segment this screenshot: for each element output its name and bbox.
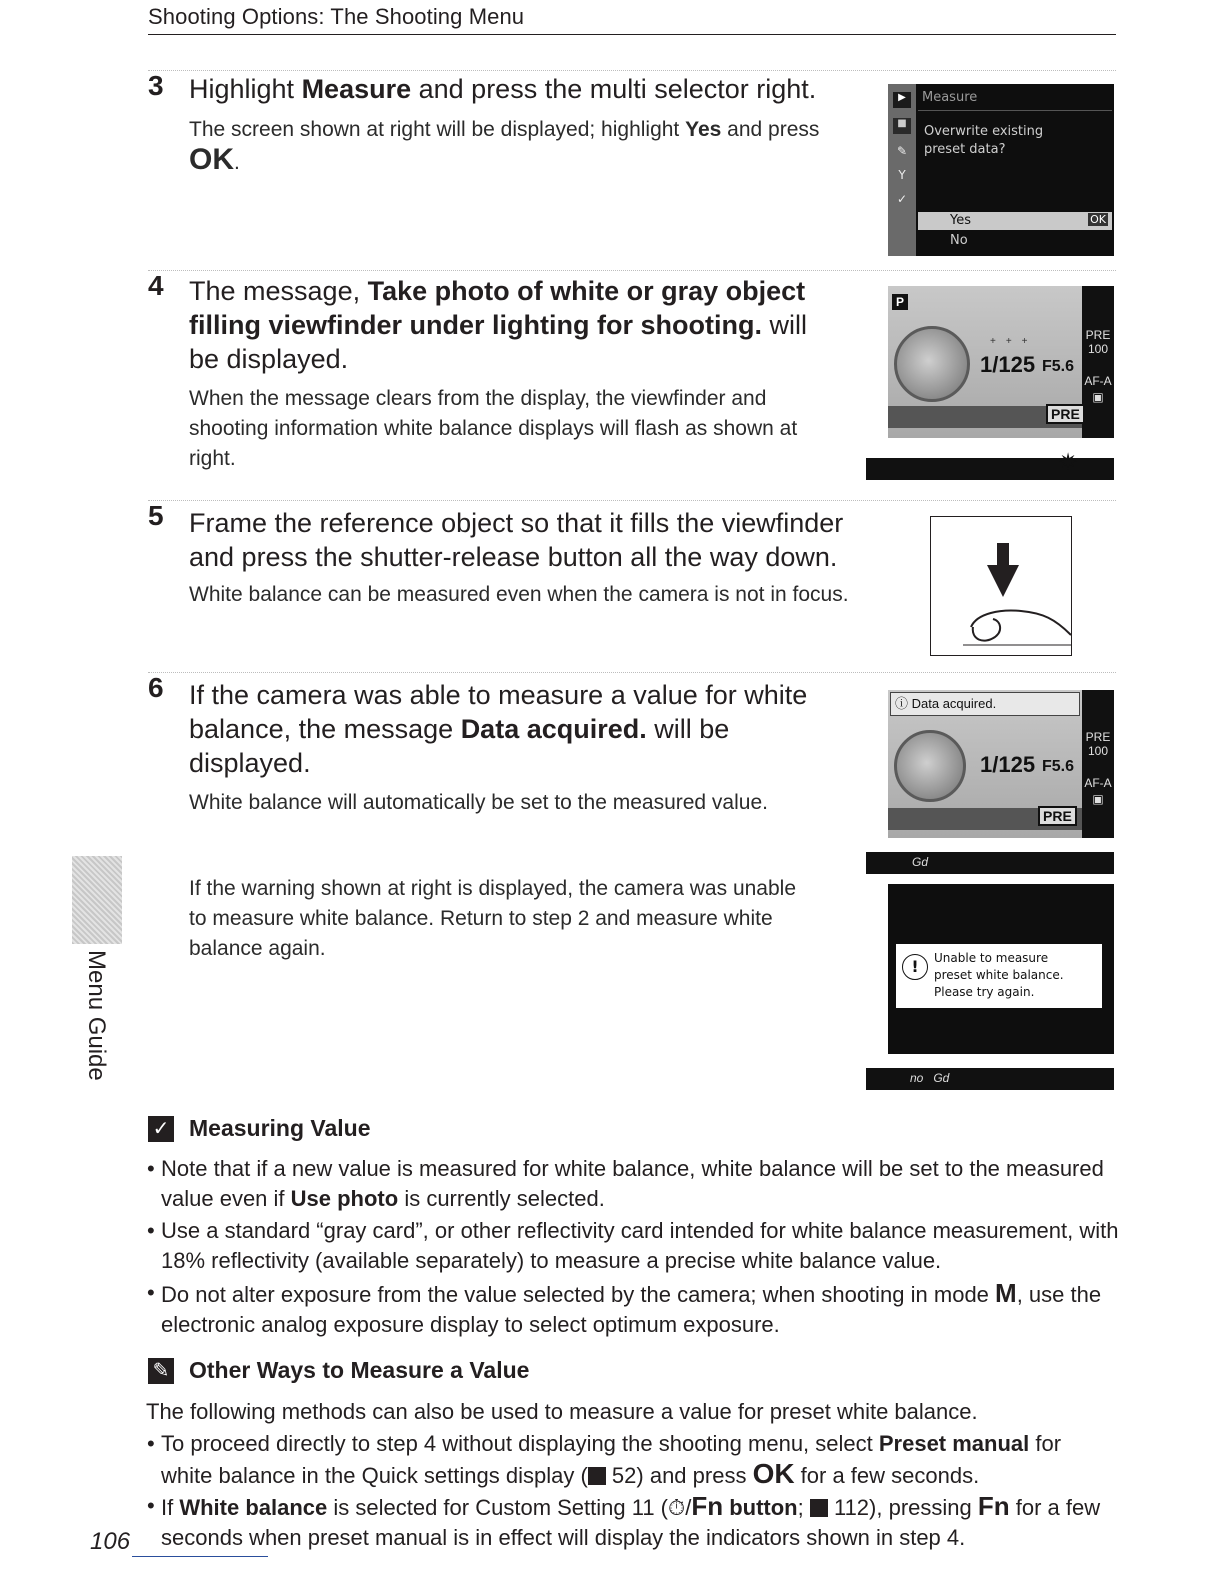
menu-icon-column	[888, 84, 916, 256]
iso-value: 100	[1087, 744, 1109, 758]
menu-guide-label: Menu Guide	[83, 950, 110, 1081]
menu-question-line2: preset data?	[924, 142, 1006, 157]
aperture-value: F5.6	[1042, 758, 1075, 775]
page-number-rule	[132, 1556, 268, 1557]
metering-icon: ▣	[1092, 792, 1104, 806]
side-label	[70, 950, 130, 1090]
step-5-title: Frame the reference object so that it fills the viewfinder and press the shutter-release button all the way down.	[189, 508, 844, 572]
measuring-value-title: Measuring Value	[189, 1115, 371, 1141]
flashing-indicator-icon: ✷	[1058, 449, 1079, 476]
aperture-dial	[894, 326, 970, 402]
bullet-item: • Note that if a new value is measured for white balance, white balance will be set to the measured value even if Use photo is currently selected.	[147, 1156, 1104, 1211]
menu-yes-option[interactable]: Yes	[950, 213, 971, 228]
af-mode: AF-A	[1084, 776, 1112, 790]
error-dialog	[896, 944, 1102, 1008]
menu-screen	[888, 84, 1114, 256]
error-screen	[888, 884, 1114, 1054]
section-header: Shooting Options: The Shooting Menu	[148, 4, 525, 29]
playback-menu-icon: ▶	[893, 92, 911, 108]
bullet-dot: •	[147, 1493, 155, 1518]
step-4-body: When the message clears from the display, the viewfinder and shooting information white balance displays will flash as shown at right.	[189, 387, 798, 470]
metering-icon: ▣	[1092, 390, 1104, 404]
no-gd-indicator: no Gd	[910, 1071, 950, 1085]
info-screen	[888, 286, 1114, 438]
mode-p-icon: P	[892, 294, 908, 310]
menu-yes-highlight[interactable]	[918, 212, 1112, 230]
viewfinder-strip-nogd	[866, 1068, 1114, 1090]
bullet-item: • Use a standard “gray card”, or other reflectivity card intended for white balance measurement, with 18% reflectivity (available separately) to measure a precise white balance value.	[147, 1218, 1119, 1273]
shutter-speed: 1/125	[980, 352, 1036, 377]
self-timer-icon: ⏱	[668, 1495, 686, 1520]
retouch-menu-icon: ✓	[896, 192, 908, 206]
wb-pre-indicator: PRE	[1038, 806, 1077, 826]
menu-title: Measure	[922, 90, 978, 105]
acquired-side-strip	[1082, 690, 1114, 838]
finger-press-icon	[931, 517, 1071, 655]
pre-label: PRE	[1085, 730, 1111, 744]
data-acquired-screen	[888, 690, 1114, 838]
step-3-body: The screen shown at right will be displayed; highlight Yes and press OK.	[189, 118, 820, 176]
warning-paragraph: If the warning shown at right is displayed, the camera was unable to measure white balance. Return to step 2 and measure white balance again.	[189, 877, 797, 960]
reference-book-icon	[588, 1467, 606, 1485]
pre-label: PRE	[1085, 328, 1111, 342]
step-4-title: The message, Take photo of white or gray object filling viewfinder under lighting for shooting. will be displayed.	[189, 276, 807, 374]
custom-menu-icon: ✎	[896, 144, 908, 158]
data-acquired-message: ⓘ Data acquired.	[890, 692, 1080, 716]
step-3-title: Highlight Measure and press the multi selector right.	[189, 74, 817, 104]
gd-indicator: Gd	[912, 855, 929, 869]
page-number: 106	[90, 1528, 131, 1555]
menu-title-rule	[918, 110, 1112, 111]
other-ways-title: Other Ways to Measure a Value	[189, 1357, 530, 1383]
shutter-press-illustration	[930, 516, 1072, 656]
ok-badge: OK	[1090, 213, 1106, 226]
pencil-note-icon: ✎	[148, 1358, 174, 1384]
bullet-item: • If White balance is selected for Custom Setting 11 (⏱/Fn button; 112), pressing Fn for a few seconds when preset manual is in effect will display the indicators shown in step 4.	[147, 1491, 1101, 1550]
viewfinder-strip-flashing	[866, 449, 1114, 480]
viewfinder-strip-gd	[866, 852, 1114, 874]
aperture-dial	[894, 730, 966, 802]
header-rule	[148, 34, 1116, 35]
step-divider	[148, 270, 1116, 271]
bullet-item: • Do not alter exposure from the value selected by the camera; when shooting in mode M, use the electronic analog exposure display to select optimum exposure.	[147, 1278, 1102, 1337]
step-divider	[148, 70, 1116, 71]
step-divider	[148, 500, 1116, 501]
step-divider	[148, 672, 1116, 673]
iso-value: 100	[1087, 342, 1109, 356]
step-6-number: 6	[148, 672, 164, 703]
info-side-strip	[1082, 286, 1114, 438]
error-message: Unable to measure preset white balance. Please try again.	[934, 951, 1064, 999]
checkmark-icon: ✓	[148, 1116, 174, 1142]
af-mode: AF-A	[1084, 374, 1112, 388]
step-5-body: White balance can be measured even when the camera is not in focus.	[189, 583, 849, 606]
bullet-dot: •	[147, 1218, 155, 1243]
step-3-number: 3	[148, 70, 164, 101]
step-6-title: If the camera was able to measure a value for white balance, the message Data acquired. will be displayed.	[189, 680, 808, 778]
shutter-speed: 1/125	[980, 752, 1036, 777]
menu-question-line1: Overwrite existing	[924, 124, 1044, 139]
setup-menu-icon: Y	[898, 168, 906, 182]
aperture-value: F5.6	[1042, 358, 1075, 375]
camera-menu-icon: ■	[893, 118, 911, 134]
warning-icon: !	[902, 954, 928, 980]
focus-dots: +++	[990, 336, 1038, 347]
wb-pre-indicator: PRE	[1046, 404, 1085, 424]
other-ways-intro: The following methods can also be used to measure a value for preset white balance.	[146, 1399, 978, 1424]
bullet-item: • To proceed directly to step 4 without displaying the shooting menu, select Preset manual for white balance in the Quick settings display ( 52) and press OK for a few seconds.	[147, 1431, 1062, 1489]
menu-no-option[interactable]: No	[950, 233, 968, 248]
step-6-body: White balance will automatically be set to the measured value.	[189, 791, 768, 814]
bullet-dot: •	[147, 1156, 155, 1181]
step-5-number: 5	[148, 500, 164, 531]
bullet-dot: •	[147, 1280, 155, 1305]
step-4-number: 4	[148, 270, 164, 301]
bullet-dot: •	[147, 1431, 155, 1456]
side-tab-marker	[72, 856, 122, 944]
reference-book-icon	[810, 1499, 828, 1517]
